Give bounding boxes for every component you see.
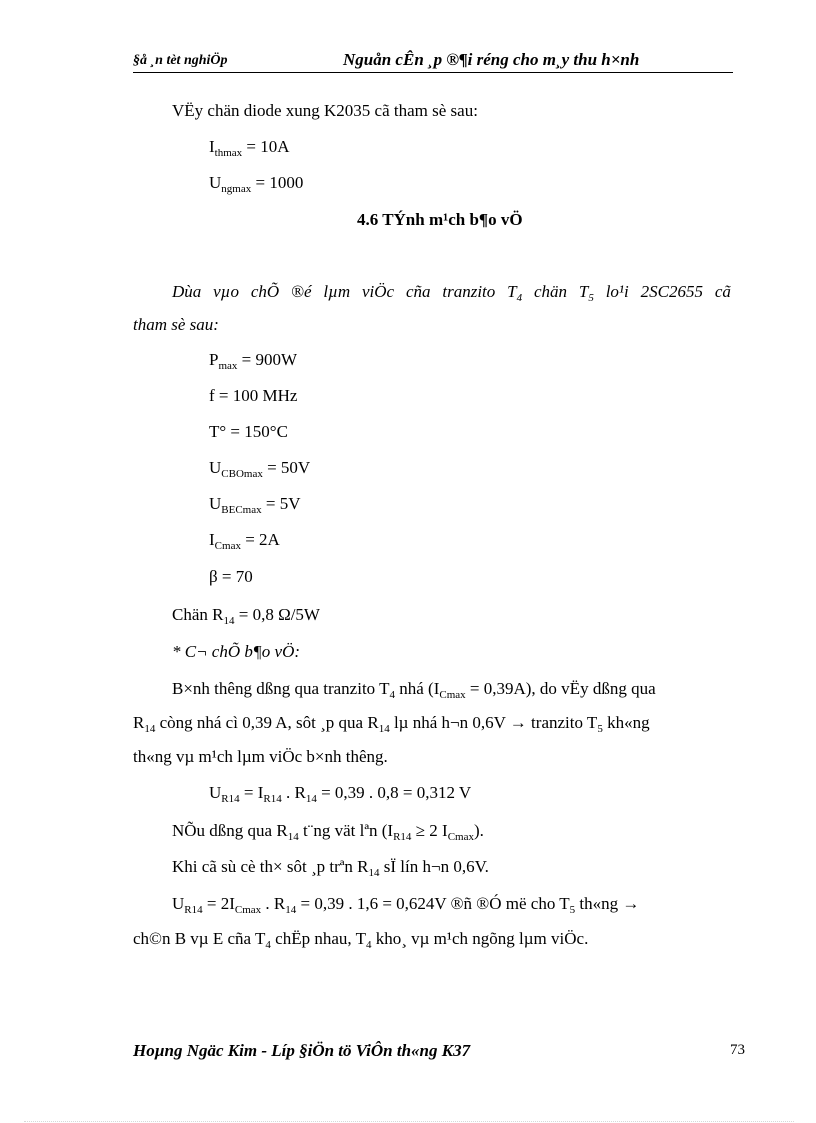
param-ubecmax: $U_{BECmax} = 5V$ xyxy=(209,494,301,516)
param-ucbomax: $U_{CBOmax} = 50V$ xyxy=(209,458,311,480)
footer-author: Hoµng Ngäc Kim - Líp §iÖn tö ViÔn th«ng K37 xyxy=(133,1041,471,1060)
equation-ur14: $U_{R14} = I_{R14}$ . $R_{14} = 0,39$ . 0,8 = 0,312 V xyxy=(209,783,472,805)
subheading-protection: * C¬ chÕ b¶o vÖ: xyxy=(172,642,301,661)
paragraph-overcurrent: NÕu dßng qua $R_{14}$ t¨ng vät lªn ($I_{R14} \ge 2$ $I_{Cmax}$). xyxy=(172,821,484,843)
param-ungmax: $U_{ngmax} = 1000$ xyxy=(209,173,304,195)
paragraph-r14: Chän $R_{14} = 0,8$ Ω/5W xyxy=(172,605,320,627)
page-number: 73 xyxy=(730,1042,745,1058)
paragraph-fault: Khi cã sù cè th× sôt ¸p trªn $R_{14}$ sÏ lín h¬n 0,6V. xyxy=(172,857,489,879)
param-frequency: f = 100 MHz xyxy=(209,386,298,405)
header-rule xyxy=(133,72,733,73)
equation-ur14-fault-cont: ch©n B vµ E cña $T_4$ chËp nhau, $T_4$ kho¸ vµ m¹ch ngõng lµm viÖc. xyxy=(133,929,589,951)
param-icmax: $I_{Cmax} = 2A$ xyxy=(209,530,280,552)
header-left: §å ¸n tèt nghiÖp xyxy=(133,53,228,68)
param-ithmax: $I_{thmax} = 10A$ xyxy=(209,137,290,159)
paragraph-normal-line2: $R_{14}$ còng nhá cì 0,39 A, sôt ¸p qua $R_{14}$ lµ nhá h¬n 0,6V → tranzito $T_5$ kh«ng xyxy=(133,713,650,735)
param-temperature: T° = 150°C xyxy=(209,422,288,441)
paragraph-normal-line3: th«ng vµ m¹ch lµm viÖc b×nh thêng. xyxy=(133,747,388,766)
equation-ur14-fault: $U_{R14} = 2I_{Cmax}$ . $R_{14} = 0,39$ . 1,6 = 0,624V ®ñ ®Ó më cho $T_5$ th«ng → xyxy=(172,894,640,916)
header-right: Nguån cÊn ¸p ®¶i réng cho m¸y thu h×nh xyxy=(343,50,640,69)
param-pmax: $P_{max} = 900W$ xyxy=(209,350,298,372)
section-heading: 4.6 TÝnh m¹ch b¶o vÖ xyxy=(357,210,523,229)
paragraph-transistor-cont: tham sè sau: xyxy=(133,315,219,334)
paragraph-diode: VËy chän diode xung K2035 cã tham sè sau: xyxy=(172,101,478,120)
paragraph-normal-line1: B×nh thêng dßng qua tranzito $T_4$ nhá $(I_{Cmax} = 0,39A)$, do vËy dßng qua xyxy=(172,679,656,701)
page-edge-dots xyxy=(24,1121,794,1122)
paragraph-transistor: Dùa vµo chÕ ®é lµm viÖc cña tranzito $T_4$ chän $T_5$ lo¹i 2SC2655 cã xyxy=(172,282,731,304)
param-beta: β = 70 xyxy=(209,567,253,586)
